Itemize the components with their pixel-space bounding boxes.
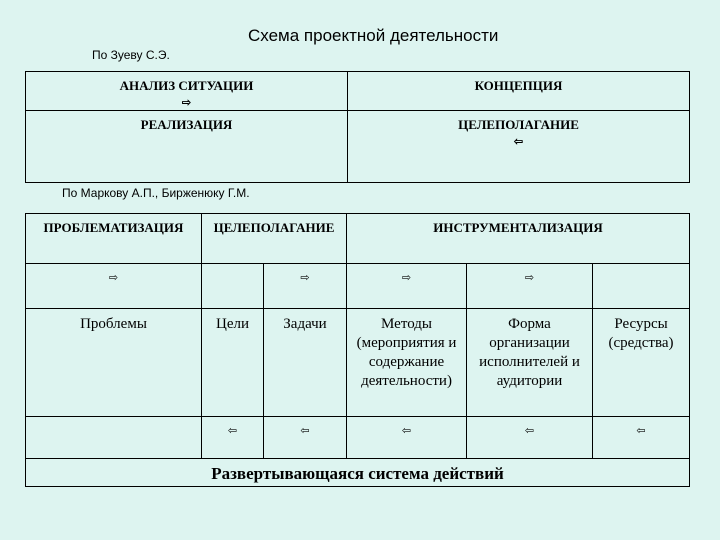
header-instrumentalization: ИНСТРУМЕНТАЛИЗАЦИЯ (347, 214, 690, 264)
arrow-left-icon: ⇦ (524, 425, 535, 437)
arrow-right-icon: ⇨ (181, 97, 192, 109)
item-problems: Проблемы (26, 309, 202, 417)
arrow-right-icon: ⇨ (401, 272, 412, 284)
item-resources: Ресурсы (средства) (593, 309, 690, 417)
source-zuev: По Зуеву С.Э. (92, 48, 170, 62)
arrow-right-icon: ⇨ (524, 272, 535, 284)
arrow-left-icon: ⇦ (513, 136, 524, 148)
arrow-left-icon: ⇦ (401, 425, 412, 437)
arrow-right-icon: ⇨ (108, 272, 119, 284)
markov-scheme-table (25, 213, 690, 487)
arrow-left-icon: ⇦ (227, 425, 238, 437)
header-goal-setting: ЦЕЛЕПОЛАГАНИЕ (202, 214, 347, 264)
cell-goal-setting: ЦЕЛЕПОЛАГАНИЕ ⇦ (348, 111, 690, 183)
cell-concept: КОНЦЕПЦИЯ (348, 72, 690, 111)
page-title: Схема проектной деятельности (248, 26, 499, 45)
arrow-right-icon: ⇨ (300, 272, 310, 284)
cell-analysis: АНАЛИЗ СИТУАЦИИ ⇨ (26, 72, 348, 111)
footer-action-system: Развертывающаяся система действий (26, 459, 690, 487)
item-goals: Цели (202, 309, 264, 417)
item-tasks: Задачи (264, 309, 347, 417)
zuev-scheme-table (25, 71, 690, 183)
item-methods: Методы (мероприятия и содержание деятельности) (347, 309, 467, 417)
cell-realization: РЕАЛИЗАЦИЯ (26, 111, 348, 183)
arrow-left-icon: ⇦ (300, 425, 310, 437)
arrow-left-icon: ⇦ (636, 425, 646, 437)
header-problematization: ПРОБЛЕМАТИЗАЦИЯ (26, 214, 202, 264)
item-organization-form: Форма организации исполнителей и аудитории (467, 309, 593, 417)
source-markov: По Маркову А.П., Бирженюку Г.М. (62, 186, 250, 200)
